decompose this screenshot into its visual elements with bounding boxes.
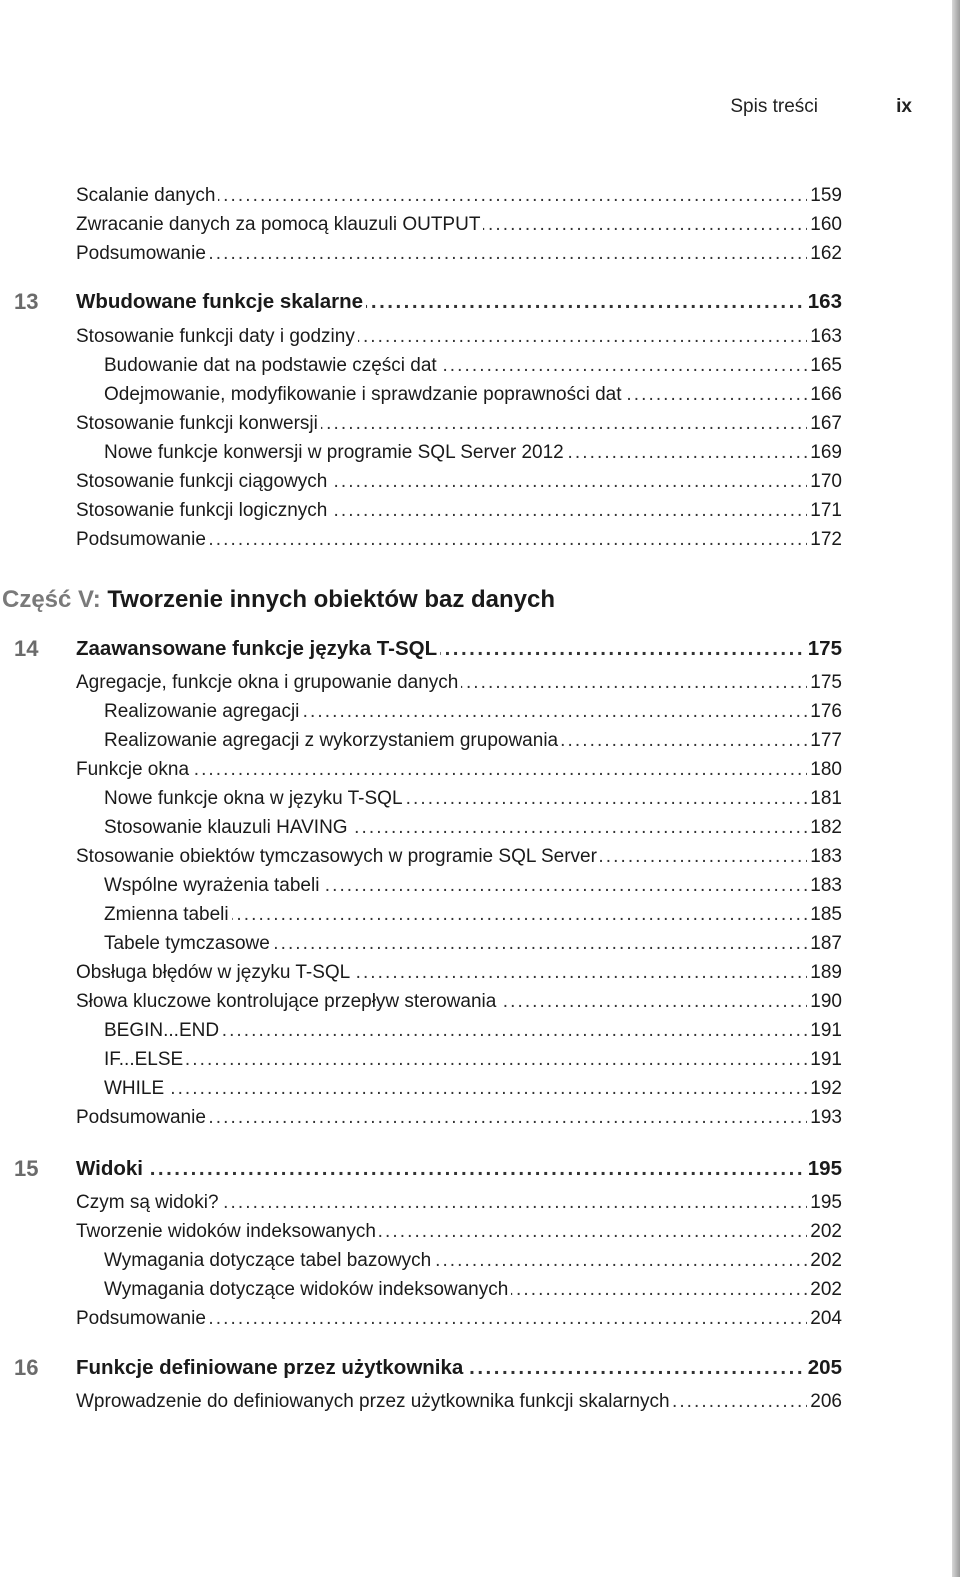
toc-entry[interactable] (104, 1076, 842, 1102)
toc-entry-page: 177 (807, 728, 842, 754)
toc-entry[interactable] (104, 353, 842, 379)
toc-entry[interactable] (76, 844, 842, 870)
toc-entry-page: 166 (807, 382, 842, 408)
toc-entry-title: Słowa kluczowe kontrolujące przepływ sterowania (76, 991, 499, 1012)
toc-chapter-entry[interactable] (76, 1156, 842, 1182)
toc-entry-page: 187 (807, 931, 842, 957)
toc-entry-title: Stosowanie funkcji daty i godziny (76, 326, 358, 347)
toc-chapter-entry[interactable] (76, 636, 842, 662)
toc-entry-title: Zaawansowane funkcje języka T-SQL (76, 637, 440, 660)
toc-entry[interactable] (76, 212, 842, 238)
toc-entry-page: 172 (807, 527, 842, 553)
toc-entry-title: Realizowanie agregacji z wykorzystaniem grupowania (104, 730, 561, 751)
toc-entry-title: Stosowanie klauzuli HAVING (104, 817, 351, 838)
toc-entry[interactable] (104, 786, 842, 812)
toc-chapter-entry[interactable] (76, 289, 842, 315)
toc-entry-title: Nowe funkcje konwersji w programie SQL Server 2012 (104, 442, 567, 463)
toc-entry-title: Tworzenie widoków indeksowanych (76, 1221, 379, 1242)
toc-entry[interactable] (76, 1105, 842, 1131)
toc-entry[interactable] (76, 241, 842, 267)
toc-entry-title: Widoki (76, 1157, 146, 1180)
toc-entry-title: Wspólne wyrażenia tabeli (104, 875, 322, 896)
toc-entry[interactable] (104, 902, 842, 928)
toc-entry-page: 193 (807, 1105, 842, 1131)
toc-entry-page: 160 (807, 212, 842, 238)
toc-entry-title: Wymagania dotyczące widoków indeksowanych (104, 1279, 511, 1300)
toc-entry-title: Nowe funkcje okna w języku T-SQL (104, 788, 406, 809)
toc-entry-page: 170 (807, 469, 842, 495)
toc-entry[interactable] (104, 1047, 842, 1073)
toc-entry[interactable] (76, 989, 842, 1015)
toc-entry-title: Scalanie danych (76, 185, 218, 206)
toc-entry-page: 165 (807, 353, 842, 379)
toc-entry-page: 163 (805, 289, 842, 315)
toc-chapter-entry[interactable] (76, 1355, 842, 1381)
toc-entry[interactable] (104, 1018, 842, 1044)
toc-entry-page: 189 (807, 960, 842, 986)
toc-entry[interactable] (104, 815, 842, 841)
toc-entry[interactable] (104, 440, 842, 466)
toc-entry-title: Tabele tymczasowe (104, 933, 273, 954)
toc-entry[interactable] (76, 324, 842, 350)
toc-entry-title: Odejmowanie, modyfikowanie i sprawdzanie poprawności dat (104, 384, 625, 405)
toc-entry[interactable] (104, 1248, 842, 1274)
toc-entry[interactable] (76, 411, 842, 437)
toc-entry[interactable] (76, 670, 842, 696)
toc-entry[interactable] (104, 1277, 842, 1303)
toc-entry-title: Podsumowanie (76, 1107, 209, 1128)
toc-entry-title: Obsługa błędów w języku T-SQL (76, 962, 353, 983)
toc-entry-page: 195 (805, 1156, 842, 1182)
dot-leader (104, 1076, 842, 1102)
chapter-number: 15 (14, 1156, 39, 1181)
toc-entry-page: 206 (807, 1389, 842, 1415)
toc-entry-title: Podsumowanie (76, 243, 209, 264)
toc-entry-title: Wymagania dotyczące tabel bazowych (104, 1250, 434, 1271)
toc-entry-title: Agregacje, funkcje okna i grupowanie danych (76, 672, 461, 693)
toc-entry-page: 202 (807, 1219, 842, 1245)
page-edge (952, 0, 960, 1577)
toc-entry[interactable] (76, 960, 842, 986)
toc-entry-page: 191 (807, 1047, 842, 1073)
toc-entry-title: IF...ELSE (104, 1049, 186, 1070)
dot-leader (76, 1156, 842, 1182)
toc-entry-title: BEGIN...END (104, 1020, 222, 1041)
toc-entry-title: Zmienna tabeli (104, 904, 232, 925)
toc-entry-title: Stosowanie obiektów tymczasowych w programie SQL Server (76, 846, 600, 867)
toc-entry-title: Wprowadzenie do definiowanych przez użytkownika funkcji skalarnych (76, 1391, 673, 1412)
toc-entry-page: 162 (807, 241, 842, 267)
toc-entry-title: Stosowanie funkcji konwersji (76, 413, 321, 434)
toc-entry-page: 202 (807, 1248, 842, 1274)
toc-entry-title: Realizowanie agregacji (104, 701, 302, 722)
toc-entry-page: 191 (807, 1018, 842, 1044)
toc-entry[interactable] (76, 757, 842, 783)
toc-entry-title: Zwracanie danych za pomocą klauzuli OUTPUT (76, 214, 483, 235)
toc-entry-title: Podsumowanie (76, 1308, 209, 1329)
dot-leader (104, 1047, 842, 1073)
toc-entry-page: 182 (807, 815, 842, 841)
toc-entry[interactable] (76, 1306, 842, 1332)
toc-entry-title: Podsumowanie (76, 529, 209, 550)
toc-entry-page: 169 (807, 440, 842, 466)
chapter-number: 14 (14, 636, 39, 661)
toc-entry[interactable] (76, 1389, 842, 1415)
toc-entry-page: 202 (807, 1277, 842, 1303)
toc-entry[interactable] (76, 183, 842, 209)
toc-entry[interactable] (104, 728, 842, 754)
toc-entry-title: Wbudowane funkcje skalarne (76, 290, 366, 313)
toc-entry[interactable] (104, 699, 842, 725)
toc-entry-page: 190 (807, 989, 842, 1015)
chapter-number: 13 (14, 289, 39, 314)
toc-entry-page: 195 (807, 1190, 842, 1216)
toc-entry-page: 183 (807, 873, 842, 899)
toc-entry[interactable] (76, 527, 842, 553)
part-label: Część V: (2, 586, 101, 613)
toc-entry-page: 192 (807, 1076, 842, 1102)
toc-entry[interactable] (76, 469, 842, 495)
part-heading (2, 585, 555, 615)
toc-entry-page: 163 (807, 324, 842, 350)
toc-entry[interactable] (76, 498, 842, 524)
toc-entry-page: 171 (807, 498, 842, 524)
toc-entry-page: 159 (807, 183, 842, 209)
toc-entry[interactable] (104, 382, 842, 408)
toc-entry-title: WHILE (104, 1078, 167, 1099)
toc-entry-page: 181 (807, 786, 842, 812)
part-title: Tworzenie innych obiektów baz danych (107, 586, 556, 613)
toc-entry-title: Funkcje definiowane przez użytkownika (76, 1356, 466, 1379)
toc-entry-title: Stosowanie funkcji ciągowych (76, 471, 330, 492)
toc-entry[interactable] (76, 1219, 842, 1245)
toc-entry-page: 205 (805, 1355, 842, 1381)
toc-entry-page: 167 (807, 411, 842, 437)
chapter-number: 16 (14, 1355, 39, 1380)
toc-entry-title: Stosowanie funkcji logicznych (76, 500, 330, 521)
toc-entry-title: Funkcje okna (76, 759, 192, 780)
running-head-section: Spis treści (730, 96, 818, 117)
toc-entry[interactable] (104, 873, 842, 899)
toc-entry-page: 180 (807, 757, 842, 783)
toc-entry[interactable] (76, 1190, 842, 1216)
running-head (0, 96, 960, 120)
toc-entry-title: Czym są widoki? (76, 1192, 222, 1213)
toc-entry-page: 175 (807, 670, 842, 696)
running-head-page-number: ix (896, 96, 912, 117)
toc-entry-page: 176 (807, 699, 842, 725)
toc-entry-page: 175 (805, 636, 842, 662)
toc-entry-page: 185 (807, 902, 842, 928)
toc-entry-page: 183 (807, 844, 842, 870)
toc-entry-title: Budowanie dat na podstawie części dat (104, 355, 440, 376)
toc-entry-page: 204 (807, 1306, 842, 1332)
toc-entry[interactable] (104, 931, 842, 957)
